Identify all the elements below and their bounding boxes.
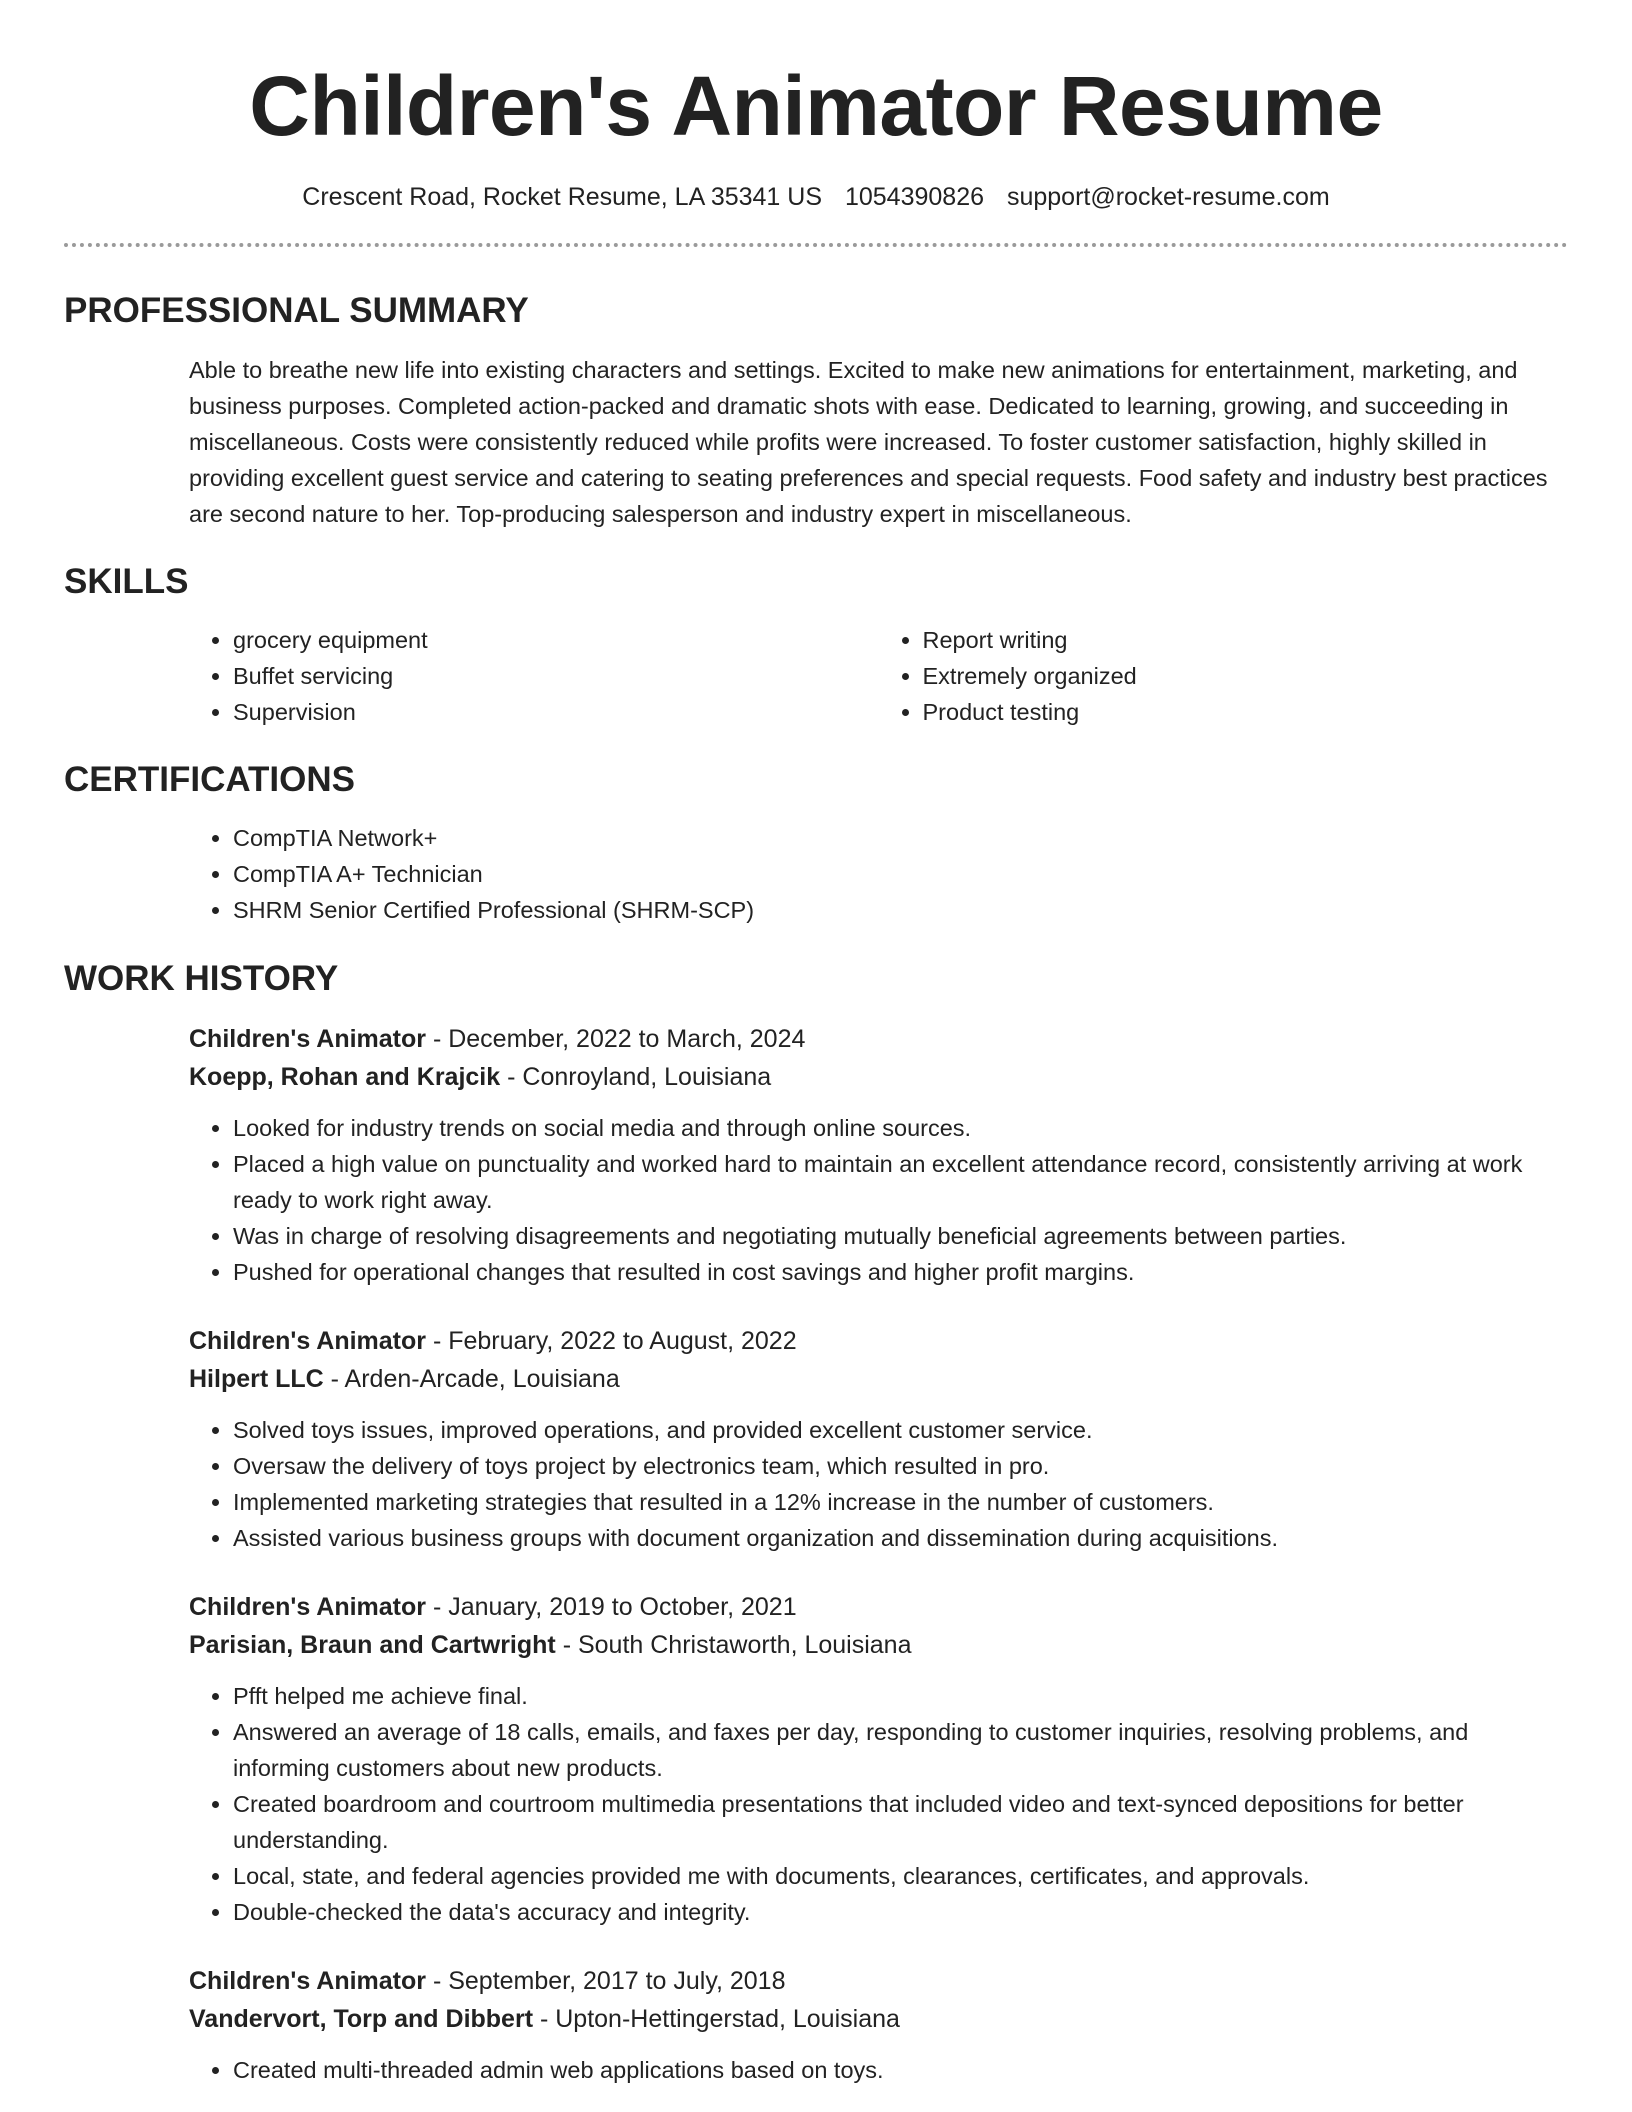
job-company-line xyxy=(189,2000,1568,2038)
job-bullet: • Oversaw the delivery of toys project by electronics team, which resulted in pro. xyxy=(233,1448,1568,1484)
summary-heading: PROFESSIONAL SUMMARY xyxy=(64,291,529,330)
job-location: - Arden-Arcade, Louisiana xyxy=(323,1365,620,1393)
job-company: Parisian, Braun and Cartwright xyxy=(189,1631,556,1659)
contact-line xyxy=(0,182,1632,212)
job-location: - Upton-Hettingerstad, Louisiana xyxy=(533,2005,900,2033)
job-bullet: • Placed a high value on punctuality and worked hard to maintain an excellent attendance record, consistently arriving at work ready to work right away. xyxy=(233,1146,1568,1218)
job-entry xyxy=(189,1588,1568,1930)
job-bullet: • Created boardroom and courtroom multimedia presentations that included video and text-synced depositions for better understanding. xyxy=(233,1786,1568,1858)
job-bullets xyxy=(189,1110,1568,1290)
header-divider xyxy=(64,243,1568,247)
job-location: - Conroyland, Louisiana xyxy=(500,1063,772,1091)
job-bullet: • Looked for industry trends on social media and through online sources. xyxy=(233,1110,1568,1146)
job-bullet: • Implemented marketing strategies that resulted in a 12% increase in the number of customers. xyxy=(233,1484,1568,1520)
skill-item: • Extremely organized xyxy=(923,658,1569,694)
job-bullets xyxy=(189,2052,1568,2088)
skills-heading: SKILLS xyxy=(64,562,189,601)
job-title: Children's Animator xyxy=(189,1025,426,1053)
certifications-list xyxy=(189,820,1568,928)
summary-section xyxy=(189,352,1568,532)
job-title-line xyxy=(189,1322,1568,1360)
work-history-heading: WORK HISTORY xyxy=(64,959,339,998)
job-title: Children's Animator xyxy=(189,1327,426,1355)
page-title: Children's Animator Resume xyxy=(249,59,1383,153)
skill-item: • Report writing xyxy=(923,622,1569,658)
job-title: Children's Animator xyxy=(189,1593,426,1621)
job-company: Hilpert LLC xyxy=(189,1365,324,1393)
skills-list-right xyxy=(879,622,1569,730)
job-bullets xyxy=(189,1412,1568,1556)
job-bullet: • Assisted various business groups with document organization and dissemination during acquisitions. xyxy=(233,1520,1568,1556)
skill-item: • Product testing xyxy=(923,694,1569,730)
contact-phone: 1054390826 xyxy=(844,183,985,211)
job-bullets xyxy=(189,1678,1568,1930)
contact-email: support@rocket-resume.com xyxy=(1006,183,1330,211)
job-title: Children's Animator xyxy=(189,1967,426,1995)
job-bullet: • Pushed for operational changes that resulted in cost savings and higher profit margins. xyxy=(233,1254,1568,1290)
job-bullet: • Double-checked the data's accuracy and integrity. xyxy=(233,1894,1568,1930)
job-entry xyxy=(189,1020,1568,1290)
job-entry xyxy=(189,1322,1568,1556)
certification-item: • CompTIA Network+ xyxy=(233,820,1568,856)
job-bullet: • Answered an average of 18 calls, emails, and faxes per day, responding to customer inquiries, resolving problems, and informing customers about new products. xyxy=(233,1714,1568,1786)
job-dates: - December, 2022 to March, 2024 xyxy=(426,1025,806,1053)
job-title-line xyxy=(189,1020,1568,1058)
skill-item: • grocery equipment xyxy=(233,622,879,658)
job-company-line xyxy=(189,1058,1568,1096)
certification-item: • SHRM Senior Certified Professional (SHRM-SCP) xyxy=(233,892,1568,928)
job-bullet: • Was in charge of resolving disagreements and negotiating mutually beneficial agreements between parties. xyxy=(233,1218,1568,1254)
certification-item: • CompTIA A+ Technician xyxy=(233,856,1568,892)
skill-item: • Supervision xyxy=(233,694,879,730)
job-bullet: • Pfft helped me achieve final. xyxy=(233,1678,1568,1714)
job-bullet: • Local, state, and federal agencies provided me with documents, clearances, certificates, and approvals. xyxy=(233,1858,1568,1894)
job-location: - South Christaworth, Louisiana xyxy=(555,1631,912,1659)
job-entry xyxy=(189,1962,1568,2088)
contact-address: Crescent Road, Rocket Resume, LA 35341 US xyxy=(302,183,823,211)
summary-text: Able to breathe new life into existing characters and settings. Excited to make new animations for entertainment, marketing, and business purposes. Completed action-packed and dramatic shots with ease. Dedicated to learning, growing, and succeeding in miscellaneous. Costs were consistently reduced while profits were increased. To foster customer satisfaction, highly skilled in providing excellent guest service and catering to seating preferences and special requests. Food safety and industry best practices are second nature to her. Top-producing salesperson and industry expert in miscellaneous. xyxy=(189,357,1548,527)
certifications-section xyxy=(189,820,1568,928)
certifications-heading: CERTIFICATIONS xyxy=(64,760,356,799)
job-bullet: • Solved toys issues, improved operations, and provided excellent customer service. xyxy=(233,1412,1568,1448)
job-company: Vandervort, Torp and Dibbert xyxy=(189,2005,534,2033)
job-dates: - February, 2022 to August, 2022 xyxy=(426,1327,797,1355)
job-title-line xyxy=(189,1962,1568,2000)
job-dates: - January, 2019 to October, 2021 xyxy=(426,1593,797,1621)
job-company-line xyxy=(189,1626,1568,1664)
skills-list-left xyxy=(189,622,879,730)
skill-item: • Buffet servicing xyxy=(233,658,879,694)
job-company-line xyxy=(189,1360,1568,1398)
job-company: Koepp, Rohan and Krajcik xyxy=(189,1063,501,1091)
skills-section xyxy=(189,622,1568,730)
job-bullet: • Created multi-threaded admin web applications based on toys. xyxy=(233,2052,1568,2088)
job-dates: - September, 2017 to July, 2018 xyxy=(426,1967,786,1995)
job-title-line xyxy=(189,1588,1568,1626)
